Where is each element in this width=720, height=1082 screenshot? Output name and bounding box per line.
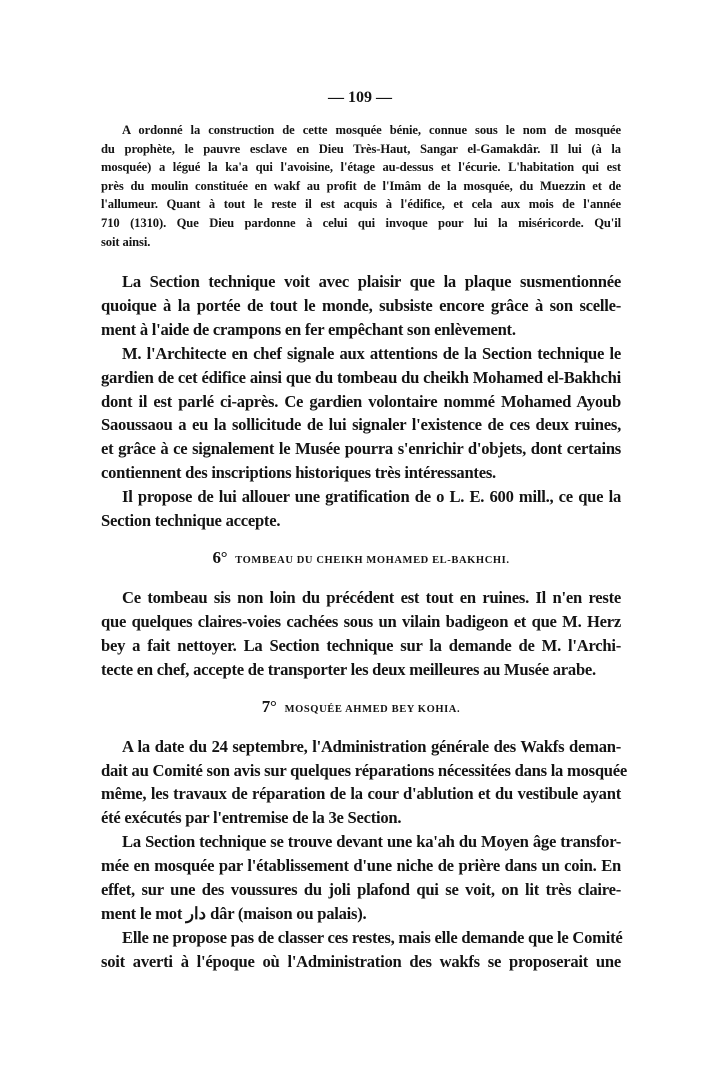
text-line: du prophète, le pauvre esclave en Dieu Très-Haut, Sangar el-Gamakdâr. Il lui (à la [101, 141, 621, 156]
page-number: — 109 — [328, 89, 392, 106]
text-line: 710 (1310). Que Dieu pardonne à celui qui invoque pour lui la miséricorde. Qu'il [101, 215, 621, 230]
text-line: effet, sur une des voussures du joli plafond qui se voit, on lit très claire- [101, 880, 621, 900]
section-number: 7° [261, 696, 277, 716]
text-line: M. l'Architecte en chef signale aux attentions de la Section technique le [122, 343, 621, 363]
text-line: tecte en chef, accepte de transporter les deux meilleures au Musée arabe. [101, 659, 596, 679]
paragraph [101, 830, 621, 926]
text-line: mosquée) a légué la ka'a qui l'avoisine, l'étage au-dessus et l'écurie. L'habitation qui est [101, 160, 621, 175]
text-line: gardien de cet édifice ainsi que du tombeau du cheikh Mohamed el-Bakhchi [101, 367, 621, 387]
text-line: été exécutés par l'entremise de la 3e Section. [101, 808, 402, 828]
paragraph [101, 485, 621, 533]
text-line: soit ainsi. [101, 234, 151, 249]
text-line: mée en mosquée par l'établissement d'une niche de prière dans un coin. En [101, 856, 621, 876]
text-line: bey a fait nettoyer. La Section technique sur la demande de M. l'Archi- [101, 635, 621, 655]
paragraph [101, 586, 621, 682]
text-line: quoique à la portée de tout le monde, subsiste encore grâce à son scelle- [101, 295, 621, 315]
text-line: La Section technique voit avec plaisir que la plaque susmentionnée [122, 272, 621, 291]
section-number: 6° [212, 547, 228, 567]
text-line: dont il est parlé ci-après. Ce gardien volontaire nommé Mohamed Ayoub [101, 391, 621, 411]
text-line: ment le mot دار dâr (maison ou palais). [101, 903, 367, 923]
text-line: Elle ne propose pas de classer ces restes, mais elle demande que le Comité [122, 927, 623, 947]
text-line: près du moulin constituée en wakf au profit de l'Imâm de la mosquée, du Muezzin et de [101, 178, 621, 193]
text-line: dait au Comité son avis sur quelques réparations nécessitées dans la mosquée [101, 760, 628, 780]
paragraph [101, 342, 621, 485]
text-line: Section technique accepte. [101, 511, 281, 531]
text-line: l'allumeur. Quant à tout le reste il est acquis à l'édifice, et cela aux mois de l'année [101, 197, 621, 212]
section-heading [101, 546, 621, 573]
section-heading [101, 695, 621, 722]
paragraph [101, 926, 621, 974]
quoted-inscription-translation [101, 121, 621, 251]
text-line: contiennent des inscriptions historiques très intéressantes. [101, 463, 496, 483]
text-line: A ordonné la construction de cette mosquée bénie, connue sous le nom de mosquée [122, 123, 621, 137]
paragraph [101, 270, 621, 342]
text-line: et grâce à ce signalement le Musée pourra s'enrichir d'objets, dont certains [101, 439, 621, 459]
text-line: ment à l'aide de crampons en fer empêchant son enlèvement. [101, 319, 516, 339]
section-title: TOMBEAU DU CHEIKH MOHAMED EL-BAKHCHI. [235, 554, 510, 566]
paragraph [101, 735, 628, 831]
text-line: A la date du 24 septembre, l'Administration générale des Wakfs deman- [122, 736, 621, 756]
text-line: Ce tombeau sis non loin du précédent est tout en ruines. Il n'en reste [122, 587, 621, 607]
section-title: MOSQUÉE AHMED BEY KOHIA. [284, 703, 461, 715]
text-line: que quelques claires-voies cachées sous un vilain badigeon et que M. Herz [101, 611, 621, 631]
text-line: même, les travaux de réparation de la cour d'ablution et du vestibule ayant [101, 784, 621, 804]
body-text [101, 270, 628, 974]
text-line: Il propose de lui allouer une gratification de o L. E. 600 mill., ce que la [122, 487, 621, 507]
text-line: soit averti à l'époque où l'Administration des wakfs se proposerait une [101, 951, 621, 971]
text-line: La Section technique se trouve devant une ka'ah du Moyen âge transfor- [122, 832, 621, 852]
text-line: Saoussaou a eu la sollicitude de lui signaler l'existence de ces deux ruines, [101, 415, 621, 435]
